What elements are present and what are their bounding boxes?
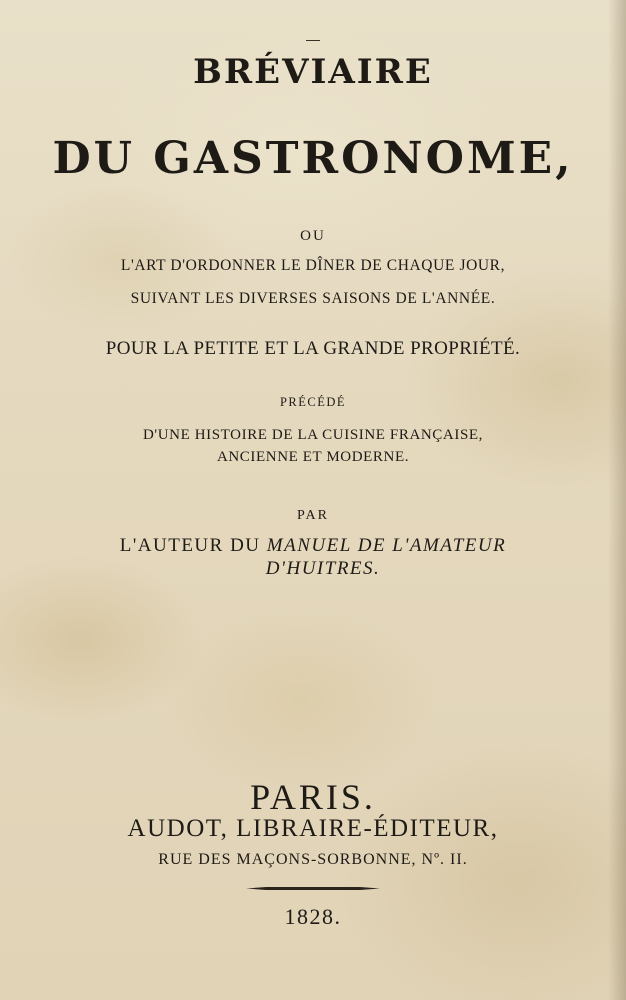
imprint-year: 1828. xyxy=(284,904,342,929)
subtitle-line-3: POUR LA PETITE ET LA GRANDE PROPRIÉTÉ. xyxy=(105,338,521,359)
author-prefix: L'AUTEUR DU xyxy=(119,535,267,556)
title-line-2: DU GASTRONOME, xyxy=(52,133,574,184)
imprint-city: PARIS. xyxy=(250,777,376,817)
preface-line-2: ANCIENNE ET MODERNE. xyxy=(216,449,410,465)
preface-line-1: D'UNE HISTOIRE DE LA CUISINE FRANÇAISE, xyxy=(143,427,483,443)
preface-label: PRÉCÉDÉ xyxy=(279,395,347,409)
subtitle-line-2: SUIVANT LES DIVERSES SAISONS DE L'ANNÉE. xyxy=(130,290,496,307)
author-work-title-1: MANUEL DE L'AMATEUR xyxy=(266,535,507,556)
imprint-address: RUE DES MAÇONS-SORBONNE, Nº. II. xyxy=(158,851,468,868)
subtitle-ou: OU xyxy=(300,228,326,244)
subtitle-line-1: L'ART D'ORDONNER LE DÎNER DE CHAQUE JOUR, xyxy=(120,257,506,274)
author-par: PAR xyxy=(297,508,329,523)
imprint-rule xyxy=(246,887,380,890)
author-line-1 xyxy=(0,535,626,557)
author-work-title-2: D'HUITRES. xyxy=(265,558,381,579)
imprint-publisher: AUDOT, LIBRAIRE-ÉDITEUR, xyxy=(127,815,499,842)
top-mark xyxy=(306,40,320,41)
title-line-1: BRÉVIAIRE xyxy=(193,52,433,92)
